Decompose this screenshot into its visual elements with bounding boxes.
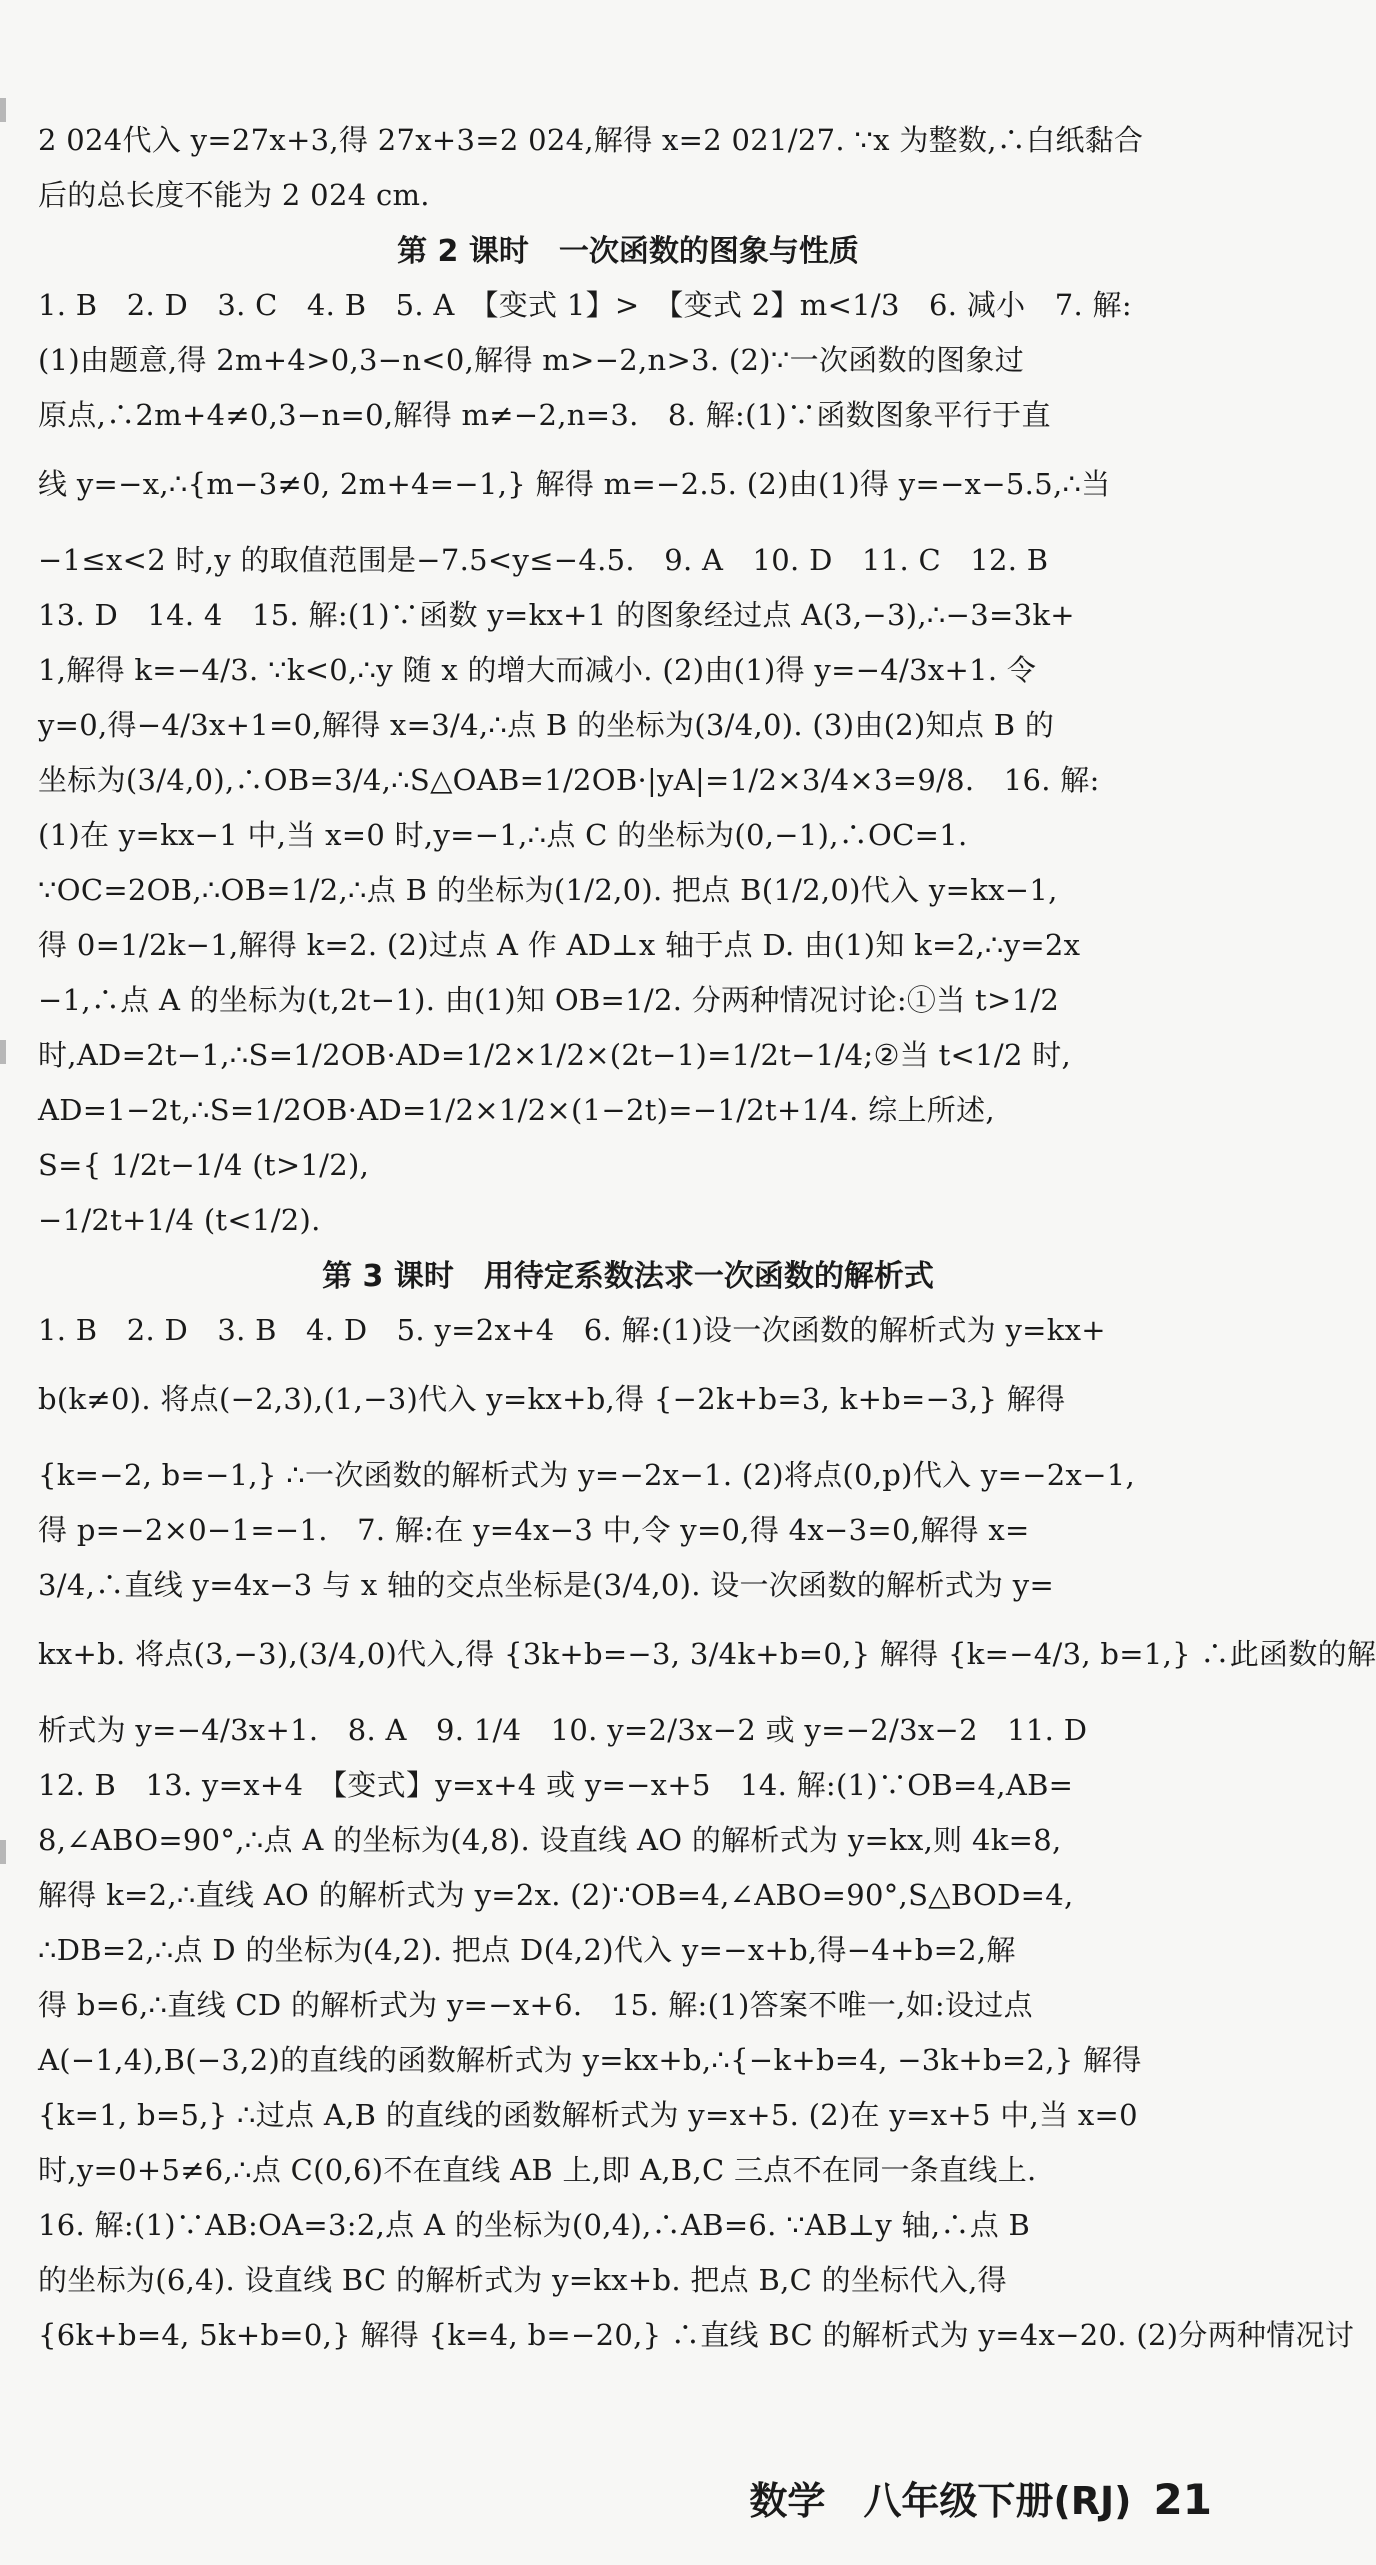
text-line: 1,解得 k=−4/3. ∵k<0,∴y 随 x 的增大而减小. (2)由(1)得 y=−4/3x+1. 令 [38, 653, 1037, 687]
text-line: 1. B 2. D 3. B 4. D 5. y=2x+4 6. 解:(1)设一次函数的解析式为 y=kx+ [38, 1313, 1106, 1347]
text-line: 后的总长度不能为 2 024 cm. [38, 178, 430, 212]
text-line: 12. B 13. y=x+4 【变式】y=x+4 或 y=−x+5 14. 解:(1)∵OB=4,AB= [38, 1768, 1074, 1802]
text-line: kx+b. 将点(3,−3),(3/4,0)代入,得 {3k+b=−3, 3/4k+b=0,} 解得 {k=−4/3, b=1,} ∴此函数的解 [38, 1637, 1376, 1671]
binding-mark [0, 1040, 6, 1064]
text-line: S={ 1/2t−1/4 (t>1/2), [38, 1148, 370, 1182]
text-line: 解得 k=2,∴直线 AO 的解析式为 y=2x. (2)∵OB=4,∠ABO=90°,S△BOD=4, [38, 1878, 1074, 1912]
text-line: −1≤x<2 时,y 的取值范围是−7.5<y≤−4.5. 9. A 10. D 11. C 12. B [38, 543, 1049, 577]
text-line: {k=−2, b=−1,} ∴一次函数的解析式为 y=−2x−1. (2)将点(0,p)代入 y=−2x−1, [38, 1458, 1136, 1492]
binding-mark [0, 98, 6, 122]
text-line: 坐标为(3/4,0),∴OB=3/4,∴S△OAB=1/2OB·|yA|=1/2×3/4×3=9/8. 16. 解: [38, 763, 1100, 797]
text-line: (1)在 y=kx−1 中,当 x=0 时,y=−1,∴点 C 的坐标为(0,−1),∴OC=1. [38, 818, 968, 852]
lesson-heading: 第 2 课时 一次函数的图象与性质 [397, 234, 859, 269]
text-line: −1/2t+1/4 (t<1/2). [38, 1203, 321, 1237]
text-line: 3/4,∴直线 y=4x−3 与 x 轴的交点坐标是(3/4,0). 设一次函数的解析式为 y= [38, 1568, 1055, 1602]
text-line: y=0,得−4/3x+1=0,解得 x=3/4,∴点 B 的坐标为(3/4,0). (3)由(2)知点 B 的 [38, 708, 1055, 742]
text-line: 2 024代入 y=27x+3,得 27x+3=2 024,解得 x=2 021/27. ∵x 为整数,∴白纸黏合 [38, 123, 1144, 157]
text-line: A(−1,4),B(−3,2)的直线的函数解析式为 y=kx+b,∴{−k+b=4, −3k+b=2,} 解得 [38, 2043, 1142, 2077]
text-line: 时,AD=2t−1,∴S=1/2OB·AD=1/2×1/2×(2t−1)=1/2t−1/4;②当 t<1/2 时, [38, 1038, 1072, 1072]
text-line: 时,y=0+5≠6,∴点 C(0,6)不在直线 AB 上,即 A,B,C 三点不在同一条直线上. [38, 2153, 1037, 2187]
text-line: 析式为 y=−4/3x+1. 8. A 9. 1/4 10. y=2/3x−2 或 y=−2/3x−2 11. D [38, 1713, 1088, 1747]
text-line: {6k+b=4, 5k+b=0,} 解得 {k=4, b=−20,} ∴直线 BC 的解析式为 y=4x−20. (2)分两种情况讨 [38, 2318, 1355, 2352]
page-content [38, 122, 1376, 2372]
text-line: 1. B 2. D 3. C 4. B 5. A 【变式 1】> 【变式 2】m<1/3 6. 减小 7. 解: [38, 288, 1132, 322]
page-footer [749, 2476, 1212, 2525]
text-line: 8,∠ABO=90°,∴点 A 的坐标为(4,8). 设直线 AO 的解析式为 y=kx,则 4k=8, [38, 1823, 1062, 1857]
text-line: 16. 解:(1)∵AB:OA=3:2,点 A 的坐标为(0,4),∴AB=6. ∵AB⊥y 轴,∴点 B [38, 2208, 1031, 2242]
text-line: ∴DB=2,∴点 D 的坐标为(4,2). 把点 D(4,2)代入 y=−x+b,得−4+b=2,解 [38, 1933, 1016, 1967]
text-line: b(k≠0). 将点(−2,3),(1,−3)代入 y=kx+b,得 {−2k+b=3, k+b=−3,} 解得 [38, 1382, 1066, 1416]
text-line: ∵OC=2OB,∴OB=1/2,∴点 B 的坐标为(1/2,0). 把点 B(1/2,0)代入 y=kx−1, [38, 873, 1058, 907]
lesson-heading: 第 3 课时 用待定系数法求一次函数的解析式 [322, 1259, 934, 1294]
text-line: 的坐标为(6,4). 设直线 BC 的解析式为 y=kx+b. 把点 B,C 的坐标代入,得 [38, 2263, 1007, 2297]
binding-mark [0, 1840, 6, 1864]
text-line: 线 y=−x,∴{m−3≠0, 2m+4=−1,} 解得 m=−2.5. (2)由(1)得 y=−x−5.5,∴当 [38, 467, 1111, 501]
text-line: 原点,∴2m+4≠0,3−n=0,解得 m≠−2,n=3. 8. 解:(1)∵函数图象平行于直 [38, 398, 1051, 432]
text-line: 得 p=−2×0−1=−1. 7. 解:在 y=4x−3 中,令 y=0,得 4x−3=0,解得 x= [38, 1513, 1030, 1547]
text-line: {k=1, b=5,} ∴过点 A,B 的直线的函数解析式为 y=x+5. (2)在 y=x+5 中,当 x=0 [38, 2098, 1138, 2132]
text-line: AD=1−2t,∴S=1/2OB·AD=1/2×1/2×(1−2t)=−1/2t+1/4. 综上所述, [38, 1093, 995, 1127]
text-line: 得 b=6,∴直线 CD 的解析式为 y=−x+6. 15. 解:(1)答案不唯一,如:设过点 [38, 1988, 1033, 2022]
book-title: 数学 八年级下册(RJ) [749, 2479, 1132, 2523]
text-line: 13. D 14. 4 15. 解:(1)∵函数 y=kx+1 的图象经过点 A(3,−3),∴−3=3k+ [38, 598, 1075, 632]
text-line: −1,∴点 A 的坐标为(t,2t−1). 由(1)知 OB=1/2. 分两种情况讨论:①当 t>1/2 [38, 983, 1060, 1017]
text-line: (1)由题意,得 2m+4>0,3−n<0,解得 m>−2,n>3. (2)∵一次函数的图象过 [38, 343, 1025, 377]
text-line: 得 0=1/2k−1,解得 k=2. (2)过点 A 作 AD⊥x 轴于点 D. 由(1)知 k=2,∴y=2x [38, 928, 1081, 962]
page-number: 21 [1153, 2475, 1212, 2524]
